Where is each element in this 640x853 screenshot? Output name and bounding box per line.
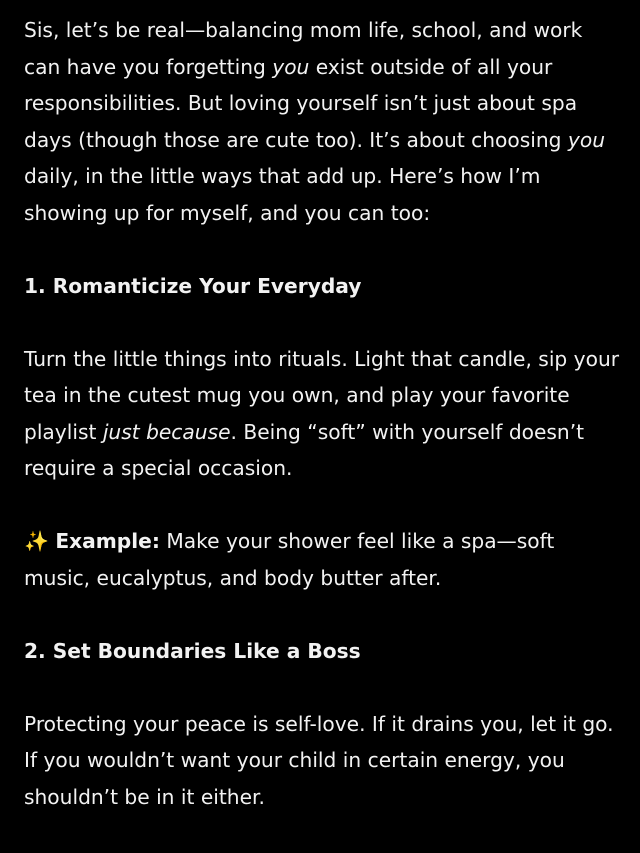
section-1-paragraph bbox=[24, 341, 624, 487]
intro-text-2: exist outside of all your responsibilities. But loving yourself isn’t just about spa days (though those are cute too). It’s about choosing bbox=[24, 54, 578, 152]
sparkles-icon: ✨ bbox=[24, 529, 49, 553]
spacer bbox=[24, 231, 624, 268]
section-1-emphasis: just because bbox=[102, 419, 231, 444]
intro-emphasis-2: you bbox=[567, 127, 606, 152]
intro-emphasis-1: you bbox=[272, 54, 310, 79]
example-label: Example: bbox=[55, 529, 160, 553]
intro-text-1: Sis, let’s be real—balancing mom life, school, and work can have you forgetting bbox=[24, 18, 583, 79]
section-2-paragraph: Protecting your peace is self-love. If it drains you, let it go. If you wouldn’t want your child in certain energy, you shouldn’t be in it either. bbox=[24, 711, 614, 809]
intro-paragraph bbox=[24, 12, 624, 231]
section-1-example bbox=[24, 523, 624, 596]
example-text: Make your shower feel like a spa—soft music, eucalyptus, and body butter after. bbox=[24, 529, 555, 590]
spacer bbox=[24, 304, 624, 341]
spacer bbox=[24, 669, 624, 706]
spacer bbox=[24, 596, 624, 633]
article-body bbox=[24, 12, 624, 815]
section-1-text-1: Turn the little things into rituals. Light that candle, sip your tea in the cutest mug you own, and play your favorite playlist bbox=[24, 346, 620, 444]
intro-text-3: daily, in the little ways that add up. Here’s how I’m showing up for myself, and you can too: bbox=[24, 164, 541, 225]
section-1-heading: 1. Romanticize Your Everyday bbox=[24, 273, 362, 298]
section-2-heading: 2. Set Boundaries Like a Boss bbox=[24, 638, 361, 663]
spacer bbox=[24, 487, 624, 524]
section-1-text-2: . Being “soft” with yourself doesn’t require a special occasion. bbox=[24, 419, 585, 480]
